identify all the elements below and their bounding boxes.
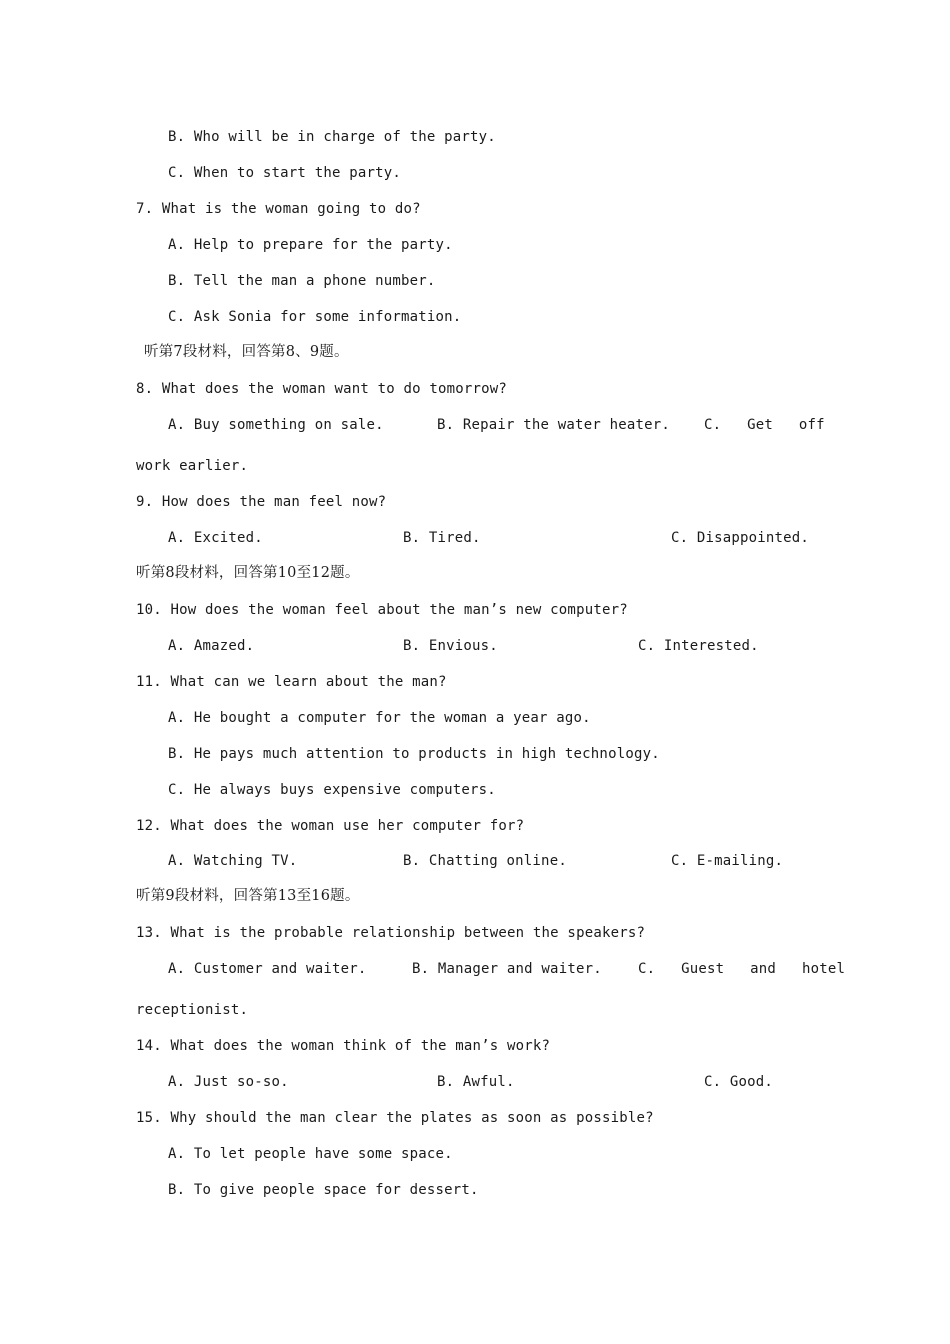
option-12b: B. Chatting online. (403, 853, 567, 869)
option-10c: C. Interested. (638, 638, 759, 654)
option-11b: B. He pays much attention to products in high technology. (168, 746, 660, 762)
option-11a: A. He bought a computer for the woman a year ago. (168, 710, 591, 726)
option-7b: B. Tell the man a phone number. (168, 273, 436, 289)
option-12c: C. E-mailing. (671, 853, 784, 869)
question-14: 14. What does the woman think of the man’s work? (136, 1038, 551, 1054)
option-13c-continued: receptionist. (136, 1002, 249, 1018)
option-15b: B. To give people space for dessert. (168, 1182, 479, 1198)
option-13b: B. Manager and waiter. (412, 961, 602, 977)
option-7c: C. Ask Sonia for some information. (168, 309, 462, 325)
question-15: 15. Why should the man clear the plates as soon as possible? (136, 1110, 654, 1126)
section-heading-9: 听第9段材料，回答第13至16题。 (136, 888, 360, 904)
option-12a: A. Watching TV. (168, 853, 298, 869)
question-8: 8. What does the woman want to do tomorrow? (136, 381, 508, 397)
question-13: 13. What is the probable relationship between the speakers? (136, 925, 646, 941)
option-8b: B. Repair the water heater. (437, 417, 670, 433)
option-13c: C. Guest and hotel (638, 961, 846, 977)
option-9c: C. Disappointed. (671, 530, 810, 546)
option-8c: C. Get off (704, 417, 825, 433)
option-9a: A. Excited. (168, 530, 263, 546)
option-7a: A. Help to prepare for the party. (168, 237, 453, 253)
option-6b: B. Who will be in charge of the party. (168, 129, 496, 145)
option-14b: B. Awful. (437, 1074, 515, 1090)
section-heading-7: 听第7段材料，回答第8、9题。 (144, 344, 349, 360)
option-10a: A. Amazed. (168, 638, 255, 654)
section-heading-8: 听第8段材料，回答第10至12题。 (136, 565, 360, 581)
question-7: 7. What is the woman going to do? (136, 201, 421, 217)
question-10: 10. How does the woman feel about the man’s new computer? (136, 602, 628, 618)
option-9b: B. Tired. (403, 530, 481, 546)
option-10b: B. Envious. (403, 638, 498, 654)
option-14c: C. Good. (704, 1074, 774, 1090)
question-11: 11. What can we learn about the man? (136, 674, 447, 690)
option-15a: A. To let people have some space. (168, 1146, 453, 1162)
question-12: 12. What does the woman use her computer for? (136, 818, 525, 834)
option-14a: A. Just so-so. (168, 1074, 289, 1090)
option-8c-continued: work earlier. (136, 458, 249, 474)
option-13a: A. Customer and waiter. (168, 961, 367, 977)
question-9: 9. How does the man feel now? (136, 494, 387, 510)
option-11c: C. He always buys expensive computers. (168, 782, 496, 798)
option-6c: C. When to start the party. (168, 165, 401, 181)
option-8a: A. Buy something on sale. (168, 417, 384, 433)
